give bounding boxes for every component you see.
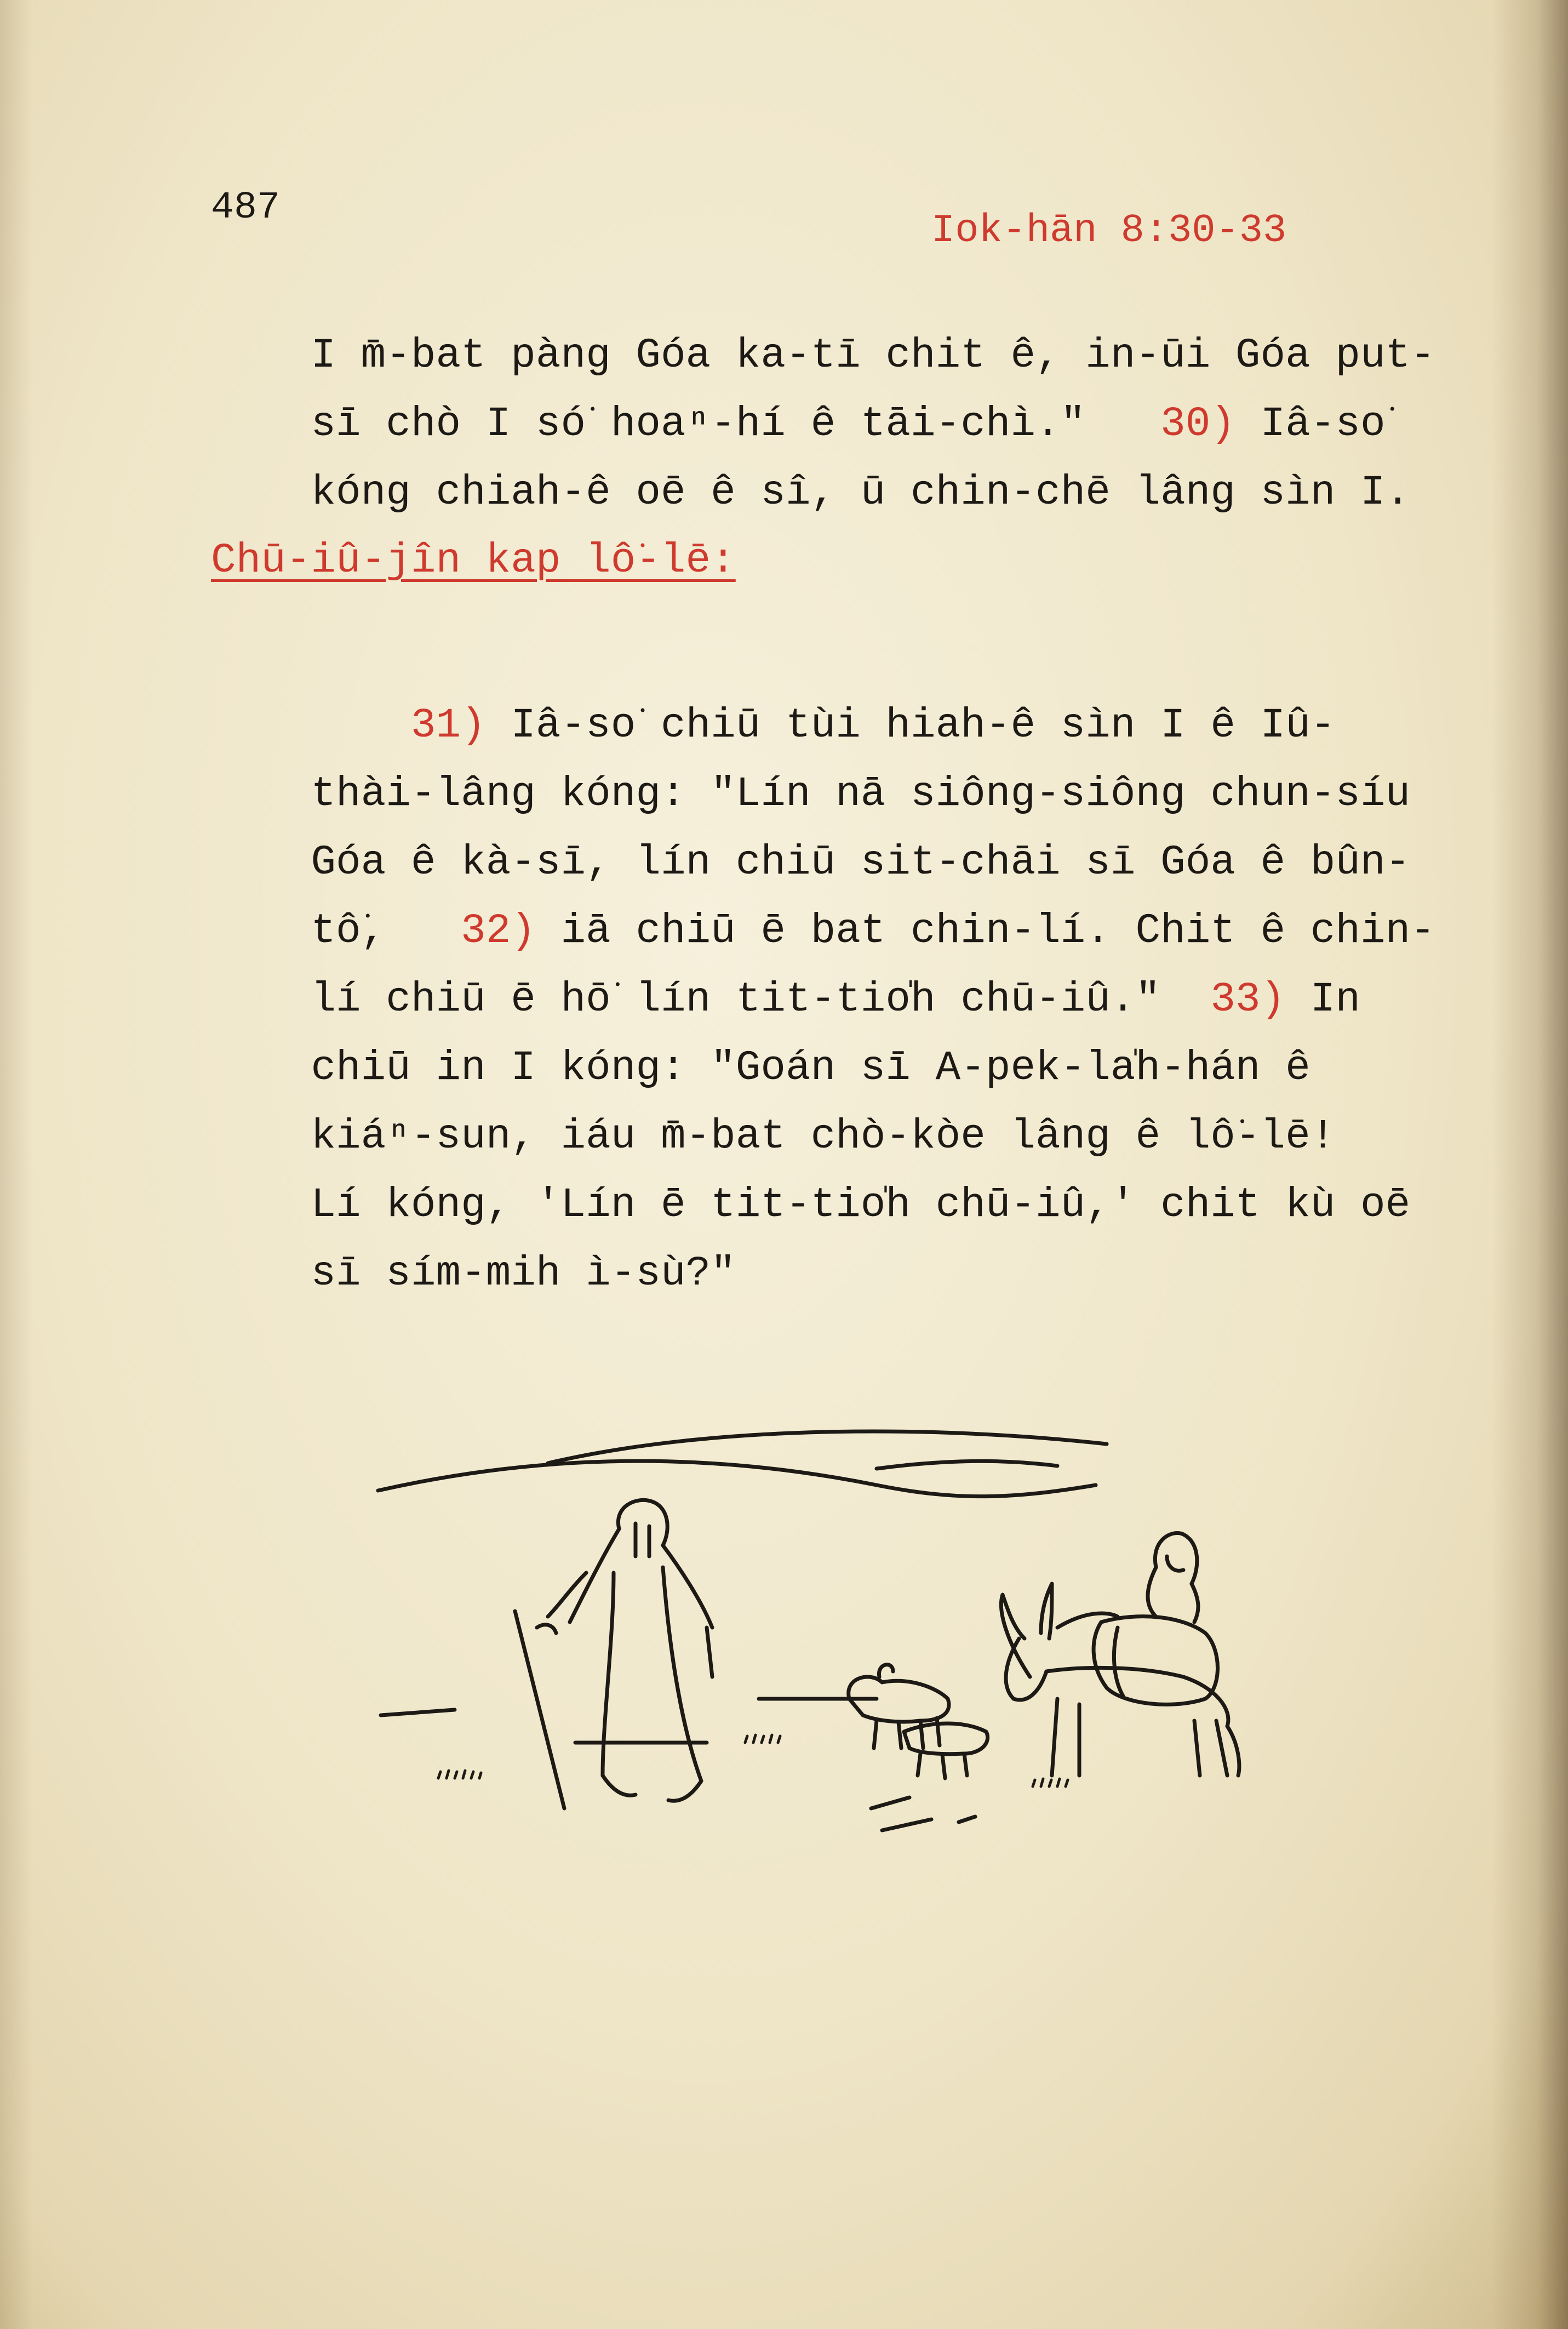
- text-line: tô͘, 32) iā chiū ē bat chin-lí. Chit ê chin-: [311, 907, 1435, 955]
- seated-figure: [1148, 1533, 1198, 1623]
- goat: [904, 1723, 988, 1778]
- binding-shadow: [0, 0, 33, 2329]
- text-line: lí chiū ē hō͘ lín tit-tio̍h chū-iû." 33) In: [311, 976, 1360, 1023]
- text-line: Góa ê kà-sī, lín chiū sit-chāi sī Góa ê bûn-: [311, 839, 1411, 886]
- ground-line: [381, 1710, 455, 1715]
- text-line: thài-lâng kóng: "Lín nā siông-siông chun-síu: [311, 770, 1411, 818]
- verse-number: 31): [410, 702, 486, 749]
- running-head: Iok-hān 8:30-33: [931, 208, 1287, 253]
- text-line: sī sím-mih ì-sù?": [311, 1250, 736, 1297]
- text-line: sī chò I só͘ hoaⁿ-hí ê tāi-chì." 30) Iâ-so͘: [311, 401, 1386, 448]
- verse-number: 30): [1160, 401, 1235, 448]
- text-line: kiáⁿ-sun, iáu m̄-bat chò-kòe lâng ê lô͘-lē!: [311, 1113, 1336, 1160]
- sheep: [849, 1665, 949, 1748]
- donkey: [1001, 1584, 1239, 1776]
- text-line: Lí kóng, 'Lín ē tit-tio̍h chū-iû,' chit kù oē: [311, 1181, 1411, 1229]
- grass-tuft: [1033, 1779, 1068, 1786]
- hill-line-mid: [877, 1461, 1057, 1469]
- donkey-load: [1057, 1613, 1218, 1704]
- standing-figure: [515, 1500, 712, 1808]
- page-number: 487: [211, 186, 281, 230]
- section-heading: Chū-iû-jîn kap lô͘-lē:: [211, 537, 736, 584]
- hill-line-far: [548, 1431, 1107, 1463]
- ground-line: [882, 1819, 931, 1830]
- grass-tuft: [745, 1735, 780, 1743]
- ground-line: [959, 1817, 975, 1822]
- figure-with-staff-and-donkey-icon: [329, 1392, 1315, 1929]
- verse-number: 33): [1210, 976, 1286, 1023]
- page-edge-shadow: [1491, 0, 1568, 2329]
- ground-line: [871, 1797, 909, 1808]
- text-line: 31) Iâ-so͘ chiū tùi hiah-ê sìn I ê Iû-: [410, 702, 1336, 749]
- text-line: I m̄-bat pàng Góa ka-tī chit ê, in-ūi Góa put-: [311, 332, 1435, 379]
- verse-number: 32): [461, 907, 536, 955]
- text-line: kóng chiah-ê oē ê sî, ū chin-chē lâng sìn I.: [311, 469, 1411, 516]
- text-line: chiū in I kóng: "Goán sī A-pek-la̍h-hán ê: [311, 1044, 1311, 1092]
- grass-tuft: [438, 1771, 481, 1778]
- hill-line: [378, 1461, 1096, 1496]
